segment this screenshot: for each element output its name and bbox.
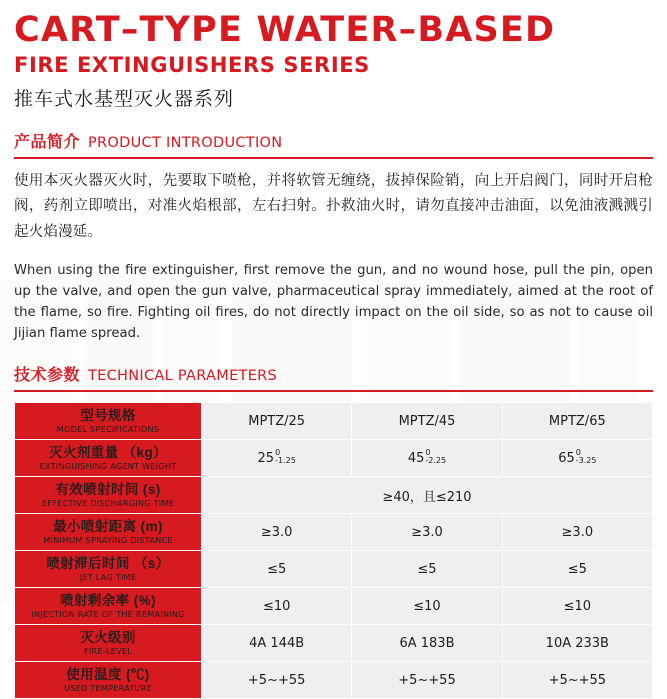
table-row [15,477,653,514]
spec-label-chinese: 灭火级别 [80,630,136,646]
spec-value-cell: ≤10 [352,588,502,625]
table-row [15,514,653,551]
tolerance-upper: 0 [575,447,581,457]
spec-value-cell [202,440,352,477]
spec-label-chinese: 有效喷射时间 (s) [55,482,161,498]
spec-label-english: MINIMUM SPRAYING DISTANCE [43,534,173,545]
technical-parameters-table [14,402,653,699]
document-page [0,10,667,693]
tolerance-lower: -2.25 [425,456,447,466]
tolerance-lower: -1.25 [275,456,296,466]
spec-row-label [15,625,202,662]
spec-label-chinese: 喷射滞后时间 （s） [46,556,170,572]
page-title-chinese: 推车式水基型灭火器系列 [14,88,235,110]
spec-value-cell: ≥3.0 [202,514,352,551]
table-row [15,551,653,588]
spec-label-chinese: 最小喷射距离 (m) [53,519,163,535]
spec-value-cell: ≥40，且≤210 [202,477,653,514]
spec-value-tolerance [576,449,597,466]
spec-value-cell: MPTZ/25 [202,403,352,440]
intro-heading-chinese: 产品简介 [14,133,81,151]
spec-value-cell [502,440,652,477]
spec-value-cell: MPTZ/65 [502,403,652,440]
spec-value-cell: ≥3.0 [502,514,652,551]
spec-row-label [15,403,202,440]
table-row [15,403,653,440]
spec-value-cell: +5~+55 [502,662,652,699]
intro-heading-english: PRODUCT INTRODUCTION [88,134,283,151]
table-row [15,588,653,625]
spec-value-cell: ≤10 [202,588,352,625]
intro-divider [14,157,653,159]
spec-value-cell: +5~+55 [352,662,502,699]
tolerance-lower: -3.25 [575,456,597,466]
spec-value-number: 45 [407,450,425,466]
spec-row-label [15,588,202,625]
document-content [0,12,667,699]
spec-row-label [15,551,202,588]
spec-label-english: MODEL SPECIFICATIONS [56,423,160,434]
spec-value-cell: ≤5 [502,551,652,588]
spec-row-label [15,477,202,514]
table-row [15,625,653,662]
page-title-main: CART–TYPE WATER–BASED [14,10,556,50]
spec-label-chinese: 型号规格 [80,408,136,424]
spec-value-tolerance [275,449,296,466]
spec-value-cell: 6A 183B [352,625,502,662]
table-row [15,662,653,699]
tolerance-upper: 0 [275,447,281,457]
spec-row-label [15,514,202,551]
spec-label-chinese: 喷射剩余率 (%) [60,593,156,609]
spec-label-chinese: 灭火剂重量 （kg） [48,445,167,461]
spec-label-english: FIRE-LEVEL [83,645,132,656]
intro-paragraph-english: When using the fire extinguisher, first remove the gun, and no wound hose, pull the pin, open up the valve, and open the gun valve, pharmaceutical spray immediately, aimed at the root of the flame, so fire. Fighting oil fires, do not directly impact on the oil side, so as not to cause oil Jijian flame spread. [14,262,653,341]
spec-value-cell: ≤5 [352,551,502,588]
spec-label-english: USED TEMPERATURE [64,682,152,693]
spec-heading-english: TECHNICAL PARAMETERS [88,368,278,385]
spec-value-cell: MPTZ/45 [352,403,502,440]
spec-section-heading [14,362,653,385]
spec-value-cell: 4A 144B [202,625,352,662]
spec-heading-chinese: 技术参数 [14,367,81,385]
intro-paragraph-chinese: 使用本灭火器灭火时，先要取下喷枪，并将软管无缠绕，拔掉保险销，向上开启阀门，同时开启枪阀，药剂立即喷出，对准火焰根部，左右扫射。扑救油火时，请勿直接冲击油面，以免油液溅溅引起火焰漫延。 [14,172,653,240]
spec-row-label [15,662,202,699]
spec-value-cell: 10A 233B [502,625,652,662]
spec-value-number: 65 [558,450,575,466]
page-title-sub: FIRE EXTINGUISHERS SERIES [14,52,370,77]
spec-value-cell [352,440,502,477]
spec-label-english: EFFECTIVE DISCHARGING TIME [41,497,175,508]
table-row [15,440,653,477]
spec-value-cell: ≤10 [502,588,652,625]
spec-label-chinese: 使用温度 (℃) [66,667,150,683]
intro-section-heading [14,129,653,152]
spec-label-english: INJECTION RATE OF THE REMAINING [31,608,185,619]
spec-row-label [15,440,202,477]
spec-label-english: EXTINGUISHING AGENT WEIGHT [39,460,177,471]
spec-value-cell: ≤5 [202,551,352,588]
spec-label-english: JET LAG TIME [79,571,137,582]
spec-value-cell: +5~+55 [202,662,352,699]
spec-value-tolerance [425,449,446,466]
spec-divider [14,390,653,392]
spec-value-cell: ≥3.0 [352,514,502,551]
spec-value-number: 25 [257,450,275,466]
tolerance-upper: 0 [425,447,431,457]
